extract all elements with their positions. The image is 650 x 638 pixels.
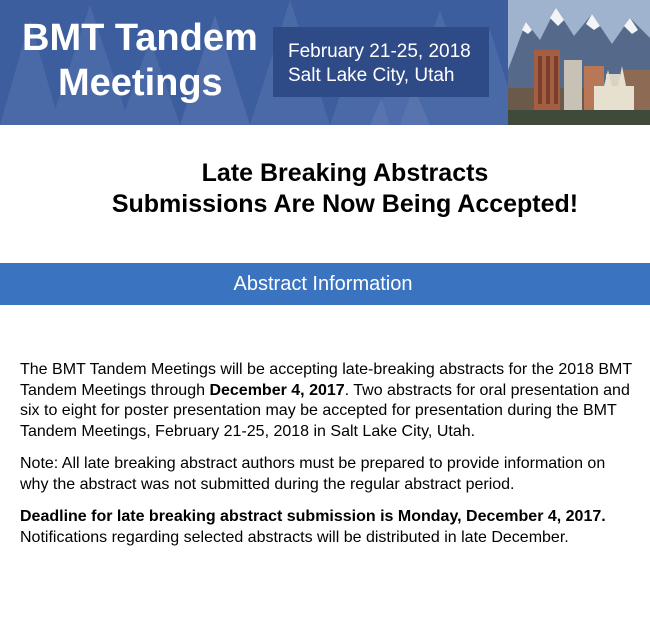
headline-line2: Submissions Are Now Being Accepted! [111,190,579,218]
deadline-statement: Deadline for late breaking abstract submission is Monday, December 4, 2017. [20,508,606,525]
banner-title-line2: Meetings [58,62,223,104]
banner-title-line1: BMT Tandem [22,17,258,59]
abstract-info-content [20,360,638,560]
page-headline [0,158,650,220]
header-banner [0,0,650,125]
banner-title [22,16,258,106]
note-paragraph: Note: All late breaking abstract authors must be prepared to provide information on why the abstract was not submitted during the regular abstract period. [20,455,606,493]
headline-line1: Late Breaking Abstracts [201,159,489,187]
intro-deadline-date: December 4, 2017 [209,381,345,399]
intro-text-part2: . Two abstracts for oral presentation and six to eight for poster presentation may be accepted for presentation during the BMT Tandem Meetings, February 21-25, 2018 in Salt Lake City, Utah. [20,381,630,440]
event-location: Salt Lake City, Utah [288,65,455,86]
section-header-bar [0,263,650,305]
intro-text-part1: The BMT Tandem Meetings will be accepting late-breaking abstracts for the 2018 BMT Tandem Meetings through [20,361,632,399]
notification-text: Notifications regarding selected abstracts will be distributed in late December. [20,528,569,546]
event-date: February 21-25, 2018 [288,41,471,62]
event-date-box [273,27,489,97]
deadline-paragraph [20,507,638,548]
intro-paragraph [20,360,638,442]
salt-lake-city-photo [508,0,650,125]
section-title: Abstract Information [233,273,413,295]
